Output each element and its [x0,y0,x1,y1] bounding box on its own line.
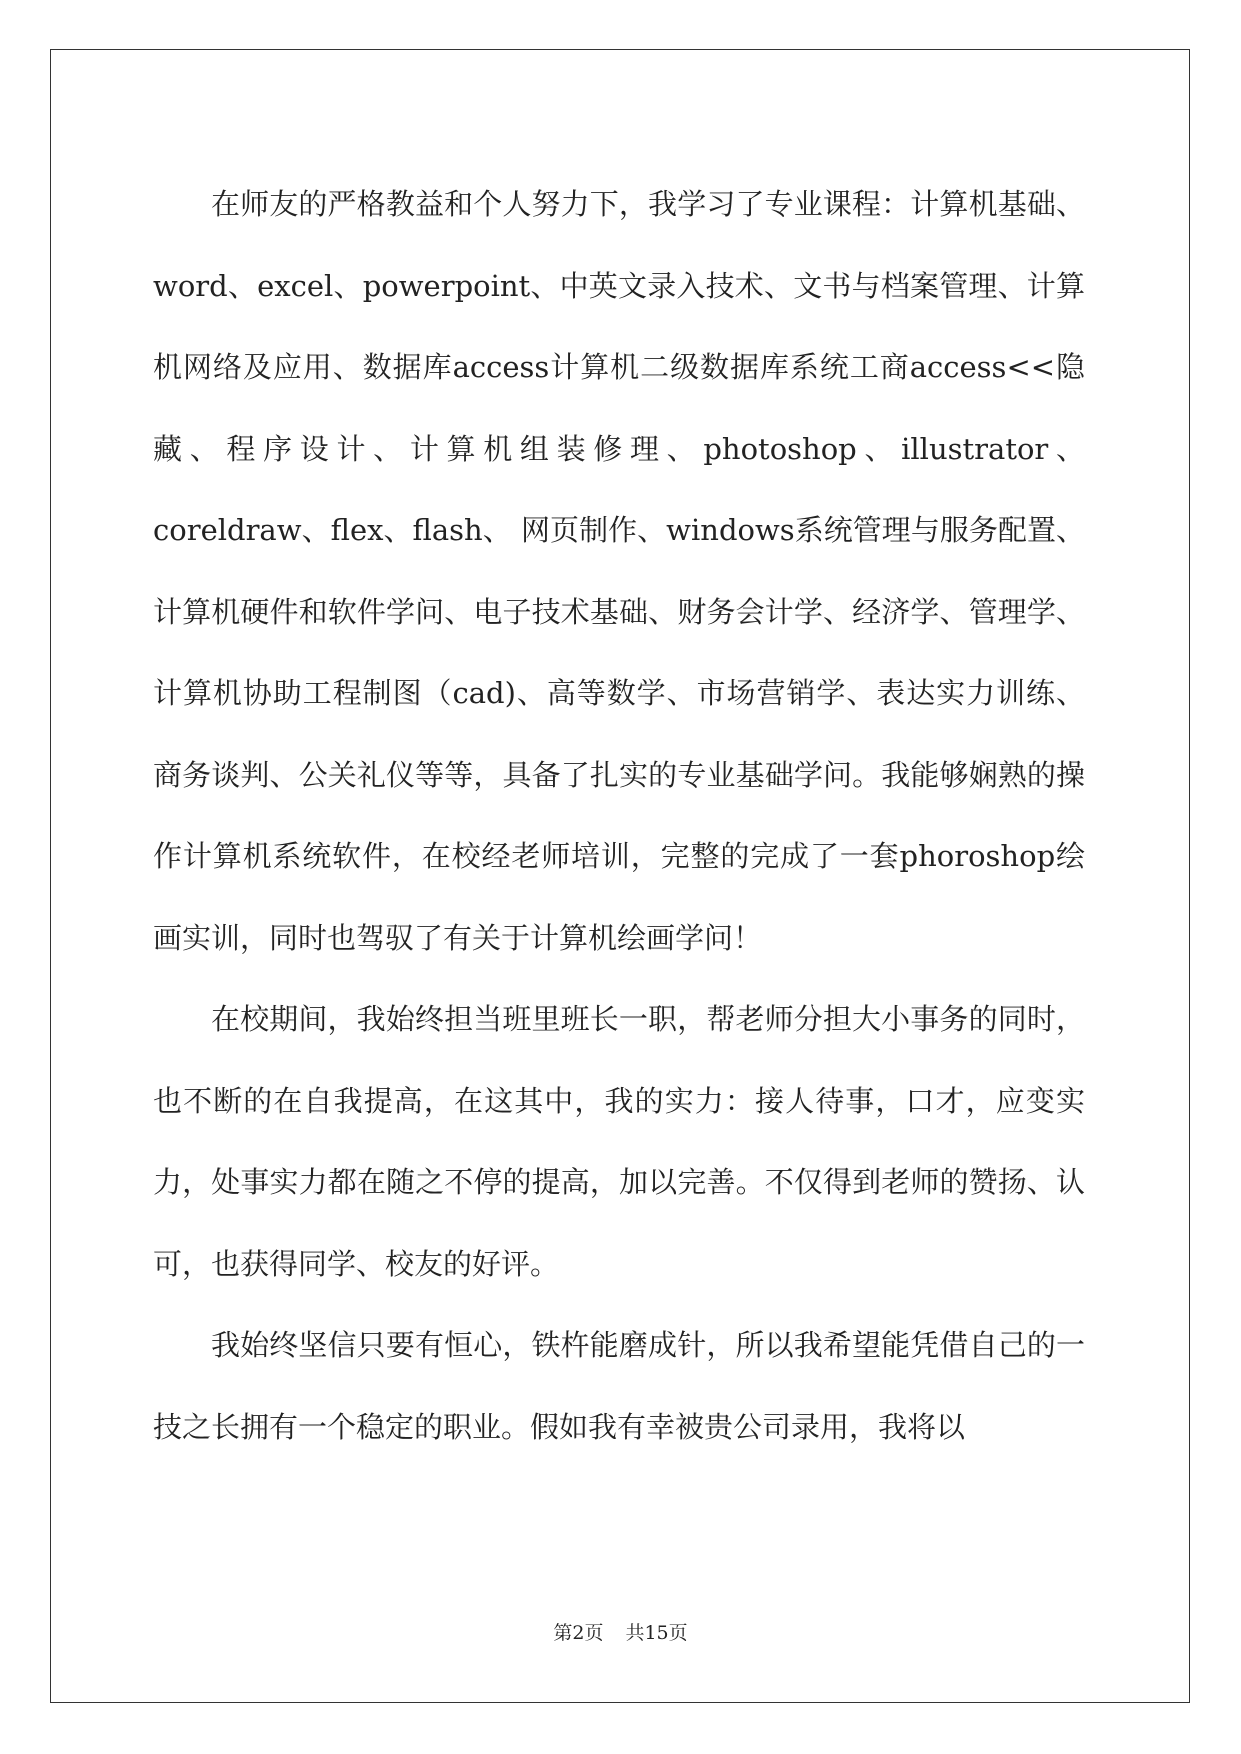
document-body [153,164,1085,1468]
paragraph-aspiration: 我始终坚信只要有恒心，铁杵能磨成针，所以我希望能凭借自己的一技之长拥有一个稳定的职业。假如我有幸被贵公司录用，我将以 [153,1328,1085,1444]
paragraph-courses: 在师友的严格教益和个人努力下，我学习了专业课程：计算机基础、word、excel、powerpoint、中英文录入技术、文书与档案管理、计算机网络及应用、数据库access计算机二级数据库系统工商access<<隐藏、程序设计、计算机组装修理、photoshop、illustrator、coreldraw、flex、flash、 网页制作、windows系统管理与服务配置、计算机硬件和软件学问、电子技术基础、财务会计学、经济学、管理学、计算机协助工程制图（cad)、高等数学、市场营销学、表达实力训练、商务谈判、公关礼仪等等，具备了扎实的专业基础学问。我能够娴熟的操作计算机系统软件，在校经老师培训，完整的完成了一套phoroshop绘画实训，同时也驾驭了有关于计算机绘画学问！ [153,187,1085,955]
paragraph-school-period: 在校期间，我始终担当班里班长一职，帮老师分担大小事务的同时，也不断的在自我提高，在这其中，我的实力：接人待事，口才，应变实力，处事实力都在随之不停的提高，加以完善。不仅得到老师的赞扬、认可，也获得同学、校友的好评。 [153,1002,1085,1281]
page-footer [0,1618,1241,1645]
page-total: 共15页 [625,1622,688,1644]
page-number: 第2页 [553,1622,604,1644]
